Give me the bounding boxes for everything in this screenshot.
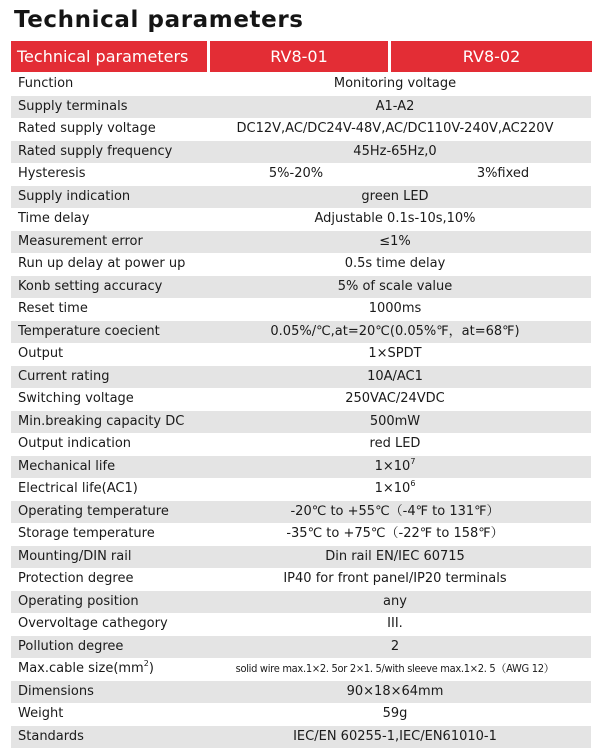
parameter-label (11, 298, 207, 320)
parameter-value-text: solid wire max.1×2. 5or 2×1. 5/with sleeve max.1×2. 5（AWG 12） (235, 662, 555, 675)
table-row (11, 276, 591, 298)
parameter-value (207, 118, 591, 140)
parameter-value-rv8-02: 3%fixed (476, 166, 530, 181)
parameter-value (207, 231, 591, 253)
table-row (11, 298, 591, 320)
page-title: Technical parameters (14, 7, 304, 33)
parameter-value (207, 186, 591, 208)
table-row (11, 141, 591, 163)
parameter-label-tail: ) (148, 661, 154, 676)
parameter-label-text: Current rating (18, 368, 110, 384)
parameter-label-text: Min.breaking capacity DC (18, 413, 185, 429)
parameter-label-text: Reset time (18, 301, 88, 316)
parameter-label-text: Time delay (18, 211, 90, 226)
parameter-label-text: Operating position (18, 593, 139, 609)
parameter-value (207, 636, 591, 658)
parameter-label-text: Protection degree (18, 571, 134, 586)
parameter-label-text: Supply indication (18, 188, 131, 204)
parameter-label (11, 478, 207, 500)
table-row (11, 478, 591, 500)
parameter-value-text: III. (387, 616, 403, 631)
parameter-label-text: Operating temperature (18, 503, 169, 519)
parameter-value-text: 500mW (369, 413, 421, 429)
table-row (11, 658, 591, 680)
parameter-value-text: A1-A2 (375, 98, 415, 114)
table-row (11, 163, 591, 185)
table-row (11, 681, 591, 703)
header-rv8-01-column: RV8-01 (210, 41, 388, 72)
parameter-value-text: green LED (361, 188, 429, 204)
table-row (11, 456, 591, 478)
table-row (11, 388, 591, 410)
table-row (11, 208, 591, 230)
parameter-value-text: 1×SPDT (368, 346, 422, 361)
table-row (11, 321, 591, 343)
parameter-value-text: 59g (382, 706, 408, 721)
parameter-label (11, 523, 207, 545)
parameter-label (11, 366, 207, 388)
table-row (11, 253, 591, 275)
parameter-label-text: Pollution degree (18, 638, 124, 654)
parameter-label (11, 636, 207, 658)
parameter-value-text: -35℃ to +75℃（-22℉ to 158℉） (286, 526, 504, 541)
parameter-label-text: Rated supply frequency (18, 143, 173, 159)
parameter-value (207, 321, 591, 343)
parameter-label-text: Max.cable size(mm (18, 661, 144, 676)
table-row (11, 546, 591, 568)
table-row (11, 366, 591, 388)
parameter-label (11, 411, 207, 433)
parameter-label (11, 388, 207, 410)
parameter-label-text: Switching voltage (18, 391, 134, 406)
parameter-value (207, 208, 591, 230)
parameter-label (11, 546, 207, 568)
parameter-value-text: 1×10 (374, 458, 411, 474)
parameter-label (11, 456, 207, 478)
parameter-label-superscript: 2 (143, 659, 149, 668)
parameter-value (207, 591, 591, 613)
parameter-value-text: -20℃ to +55℃（-4℉ to 131℉） (290, 503, 500, 519)
parameter-value-text: IP40 for front panel/IP20 terminals (283, 571, 507, 586)
parameter-value (207, 343, 591, 365)
parameter-label (11, 118, 207, 140)
parameter-value-text: 1×10 (374, 481, 411, 496)
parameter-value (207, 546, 591, 568)
table-row (11, 118, 591, 140)
parameter-value (207, 253, 591, 275)
parameter-label (11, 591, 207, 613)
table-row (11, 726, 591, 748)
parameter-value-rv8-01: 5%-20% (268, 166, 324, 181)
parameter-label-text: Overvoltage cathegory (18, 616, 168, 631)
table-row (11, 591, 591, 613)
parameter-label (11, 726, 207, 748)
parameter-label-text: Mounting/DIN rail (18, 548, 132, 564)
parameter-label-text: Mechanical life (18, 458, 116, 474)
parameter-label (11, 321, 207, 343)
parameter-value-text: DC12V,AC/DC24V-48V,AC/DC110V-240V,AC220V (236, 121, 554, 136)
parameter-value (207, 141, 591, 163)
parameter-label-text: Rated supply voltage (18, 121, 156, 136)
parameter-label-text: Measurement error (18, 233, 143, 249)
parameter-label-text: Storage temperature (18, 526, 155, 541)
parameter-label (11, 433, 207, 455)
parameter-value-text: ≤1% (379, 233, 411, 249)
parameter-label-text: Output indication (18, 436, 132, 451)
parameter-label (11, 681, 207, 703)
parameter-value (207, 658, 591, 680)
table-row (11, 636, 591, 658)
parameter-value (207, 681, 591, 703)
parameter-label (11, 276, 207, 298)
parameter-label-text: Konb setting accuracy (18, 278, 163, 294)
table-row (11, 613, 591, 635)
parameter-value (207, 298, 591, 320)
parameter-value (207, 568, 591, 590)
table-row (11, 703, 591, 725)
table-row (11, 411, 591, 433)
parameter-value-text: red LED (369, 436, 421, 451)
parameter-value (207, 501, 591, 523)
parameter-value (207, 456, 591, 478)
parameter-label (11, 568, 207, 590)
parameter-label (11, 501, 207, 523)
parameter-value (207, 433, 591, 455)
parameter-label (11, 703, 207, 725)
parameter-value-text: 250VAC/24VDC (345, 391, 445, 406)
table-row (11, 523, 591, 545)
parameter-value (207, 276, 591, 298)
parameter-label (11, 96, 207, 118)
parameter-label-text: Supply terminals (18, 98, 128, 114)
header-parameter-column: Technical parameters (11, 41, 207, 72)
header-rv8-02-column: RV8-02 (391, 41, 592, 72)
table-row (11, 96, 591, 118)
parameter-value-text: 0.05%/℃,at=20℃(0.05%℉，at=68℉) (270, 323, 520, 339)
parameter-label-text: Temperature coecient (18, 323, 160, 339)
parameter-value (207, 96, 591, 118)
parameter-label (11, 163, 207, 185)
table-row (11, 501, 591, 523)
parameter-value (207, 523, 591, 545)
table-row (11, 343, 591, 365)
table-header (11, 41, 591, 72)
parameter-value-text: IEC/EN 60255-1,IEC/EN61010-1 (293, 728, 497, 744)
parameter-label (11, 613, 207, 635)
parameter-label (11, 73, 207, 95)
parameter-value (207, 73, 591, 95)
parameter-value (207, 366, 591, 388)
parameter-label (11, 186, 207, 208)
parameter-value-text: 90×18×64mm (346, 683, 444, 699)
parameter-label (11, 208, 207, 230)
table-row (11, 73, 591, 95)
parameter-label (11, 343, 207, 365)
parameter-label (11, 658, 207, 680)
table-row (11, 568, 591, 590)
parameter-value-text: any (383, 593, 407, 609)
parameter-value-text: Adjustable 0.1s-10s,10% (314, 211, 476, 226)
parameter-value (207, 726, 591, 748)
parameter-value-superscript: 7 (410, 456, 416, 466)
parameter-value-text: 1000ms (368, 301, 422, 316)
parameter-value-text: 5% of scale value (337, 278, 453, 294)
table-row (11, 231, 591, 253)
parameter-value-superscript: 6 (410, 479, 416, 488)
parameter-label-text: Weight (18, 706, 64, 721)
parameter-value (207, 478, 591, 500)
parameter-label-text: Hysteresis (18, 166, 86, 181)
parameter-value (207, 703, 591, 725)
parameter-value-text: 10A/AC1 (367, 368, 423, 384)
parameters-table (11, 73, 591, 748)
table-row (11, 186, 591, 208)
table-row (11, 433, 591, 455)
parameter-value-text: 45Hz-65Hz,0 (353, 143, 437, 159)
parameter-label-text: Function (18, 76, 74, 91)
parameter-value-text: 2 (390, 638, 400, 654)
parameter-value-text: Monitoring voltage (333, 76, 457, 91)
parameter-label (11, 253, 207, 275)
parameter-value (207, 613, 591, 635)
parameter-label-text: Standards (18, 728, 84, 744)
parameter-value (207, 388, 591, 410)
parameter-label-text: Electrical life(AC1) (18, 481, 138, 496)
parameter-label-text: Dimensions (18, 683, 94, 699)
parameter-label-text: Output (18, 346, 64, 361)
parameter-value (207, 411, 591, 433)
parameter-label (11, 231, 207, 253)
parameter-value-text: 0.5s time delay (344, 256, 446, 271)
parameter-label-text: Run up delay at power up (18, 256, 186, 271)
parameter-value-text: Din rail EN/IEC 60715 (325, 548, 465, 564)
parameter-label (11, 141, 207, 163)
